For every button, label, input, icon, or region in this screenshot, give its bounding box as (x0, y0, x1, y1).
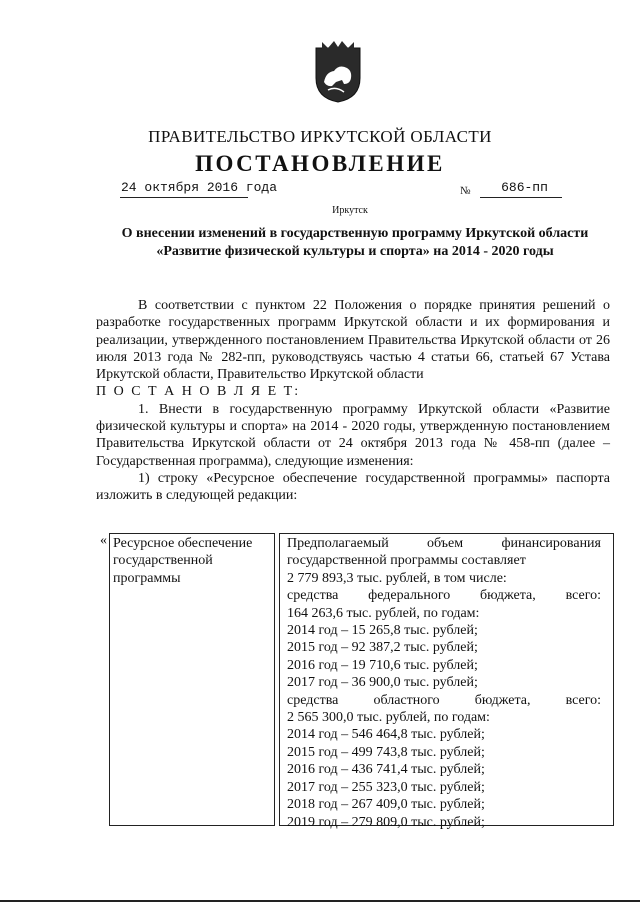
federal-year-2014: 2014 год – 15 265,8 тыс. рублей; (287, 623, 478, 639)
number-sign: № (460, 185, 471, 197)
date-underline (120, 197, 248, 198)
preamble-paragraph: В соответствии с пунктом 22 Положения о порядке принятия решений о разработке государственных программ Иркутской области и их формирования и реализации, утвержденного постановлением Правительства Иркутской области от 26 июля 2013 года № 282-пп, руководствуясь частью 4 статьи 66, статьей 67 Устава Иркутской области, Правительство Иркутской области (96, 298, 610, 383)
resource-table (96, 533, 614, 828)
federal-heading: средства федерального бюджета, всего: (287, 588, 601, 604)
regional-year-2014: 2014 год – 546 464,8 тыс. рублей; (287, 727, 485, 743)
regional-year-2017: 2017 год – 255 323,0 тыс. рублей; (287, 779, 485, 795)
document-date: 24 октября 2016 года (121, 180, 278, 195)
document-body (96, 297, 610, 505)
federal-year-2015: 2015 год – 92 387,2 тыс. рублей; (287, 640, 478, 656)
decree-word: П О С Т А Н О В Л Я Е Т: (96, 384, 301, 400)
table-value-cell (279, 533, 614, 830)
regional-year-2016: 2016 год – 436 741,4 тыс. рублей; (287, 762, 485, 778)
regional-heading: средства областного бюджета, всего: (287, 692, 601, 708)
regional-year-2019: 2019 год – 279 809,0 тыс. рублей; (287, 814, 485, 830)
document-title: О внесении изменений в государственную программу Иркутской области «Развитие физической культуры и спорта» на 2014 - 2020 годы (121, 226, 589, 259)
item-1-paragraph: 1. Внести в государственную программу Иркутской области «Развитие физической культуры и спорта» на 2014 - 2020 годы, утвержденную постановлением Правительства Иркутской области от 24 октября 2013 года № 458-пп (далее – Государственная программа), следующие изменения: (96, 401, 610, 469)
regional-year-2018: 2018 год – 267 409,0 тыс. рублей; (287, 797, 485, 813)
document-number: 686-пп (501, 180, 548, 195)
funding-intro: Предполагаемый объем финансирования государственной программы составляет (287, 536, 601, 569)
page-bottom-rule (0, 900, 640, 902)
regional-total: 2 565 300,0 тыс. рублей, по годам: (287, 710, 490, 726)
table-label-cell: Ресурсное обеспечение государственной программы (109, 533, 275, 826)
regional-year-2015: 2015 год – 499 743,8 тыс. рублей; (287, 744, 485, 760)
document-city: Иркутск (332, 205, 368, 216)
number-underline (480, 197, 562, 198)
federal-year-2017: 2017 год – 36 900,0 тыс. рублей; (287, 675, 478, 691)
funding-total: 2 779 893,3 тыс. рублей, в том числе: (287, 570, 507, 586)
opening-quote: « (100, 533, 107, 548)
coat-of-arms-icon (314, 38, 362, 104)
federal-total: 164 263,6 тыс. рублей, по годам: (287, 605, 480, 621)
subitem-1-paragraph: 1) строку «Ресурсное обеспечение государственной программы» паспорта изложить в следующей редакции: (96, 470, 610, 504)
federal-year-2016: 2016 год – 19 710,6 тыс. рублей; (287, 657, 478, 673)
government-name: ПРАВИТЕЛЬСТВО ИРКУТСКОЙ ОБЛАСТИ (148, 127, 492, 146)
document-type: ПОСТАНОВЛЕНИЕ (195, 151, 445, 176)
